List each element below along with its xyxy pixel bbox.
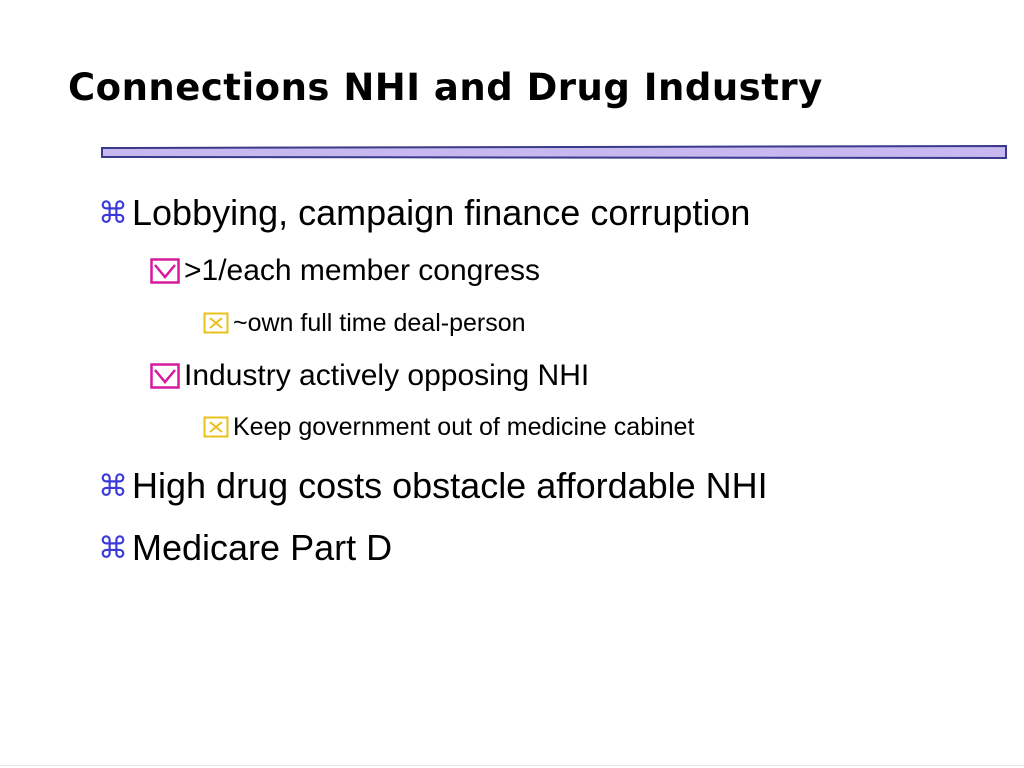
bullet-text: High drug costs obstacle affordable NHI [132,465,768,506]
bullet-text: Medicare Part D [132,527,393,568]
slide-bottom-border [0,765,1024,766]
x-box-icon [203,312,229,334]
bullet-text: Industry actively opposing NHI [184,359,590,392]
bullet-text: Keep government out of medicine cabinet [233,412,695,441]
bullet-level1 [98,189,750,237]
bullet-text: >1/each member congress [184,254,541,287]
bullet-level1 [98,462,768,510]
check-box-icon [150,258,180,284]
command-bullet-icon: ⌘ [98,196,128,230]
command-bullet-icon: ⌘ [98,469,128,503]
x-box-icon [203,416,229,438]
bullet-text: ~own full time deal-person [233,308,526,337]
command-bullet-icon: ⌘ [98,531,128,565]
check-box-icon [150,363,180,389]
bullet-level2 [150,251,540,291]
slide-title: Connections NHI and Drug Industry [68,66,823,109]
bullet-text: Lobbying, campaign finance corruption [132,192,751,233]
bullet-level3 [203,306,526,340]
bullet-level3 [203,410,694,444]
bullet-level1 [98,524,392,572]
bullet-level2 [150,356,589,396]
